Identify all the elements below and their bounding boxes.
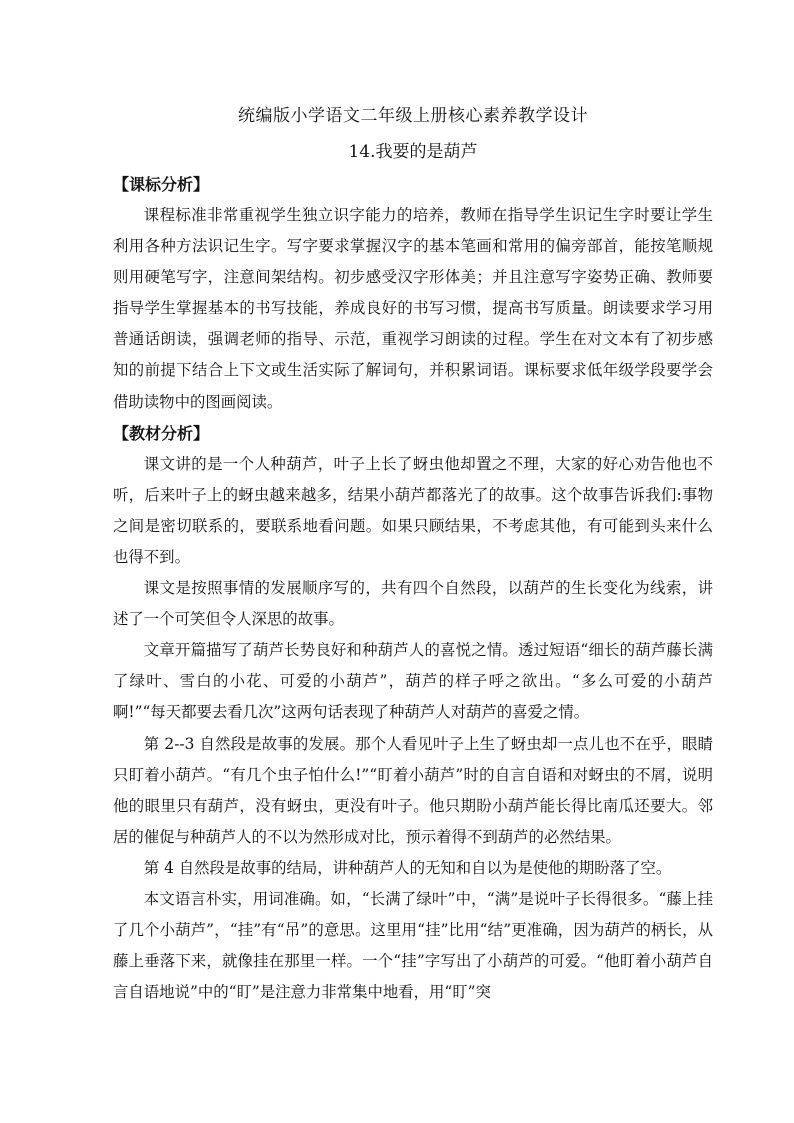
paragraph: 课程标准非常重视学生独立识字能力的培养，教师在指导学生识记生字时要让学生利用各种方法识记生字。写字要求掌握汉字的基本笔画和常用的偏旁部首，能按笔顺规则用硬笔写字，注意间架结构。初步感受汉字形体美；并且注意写字姿势正确、教师要指导学生掌握基本的书写技能，养成良好的书写习惯，提高书写质量。朗读要求学习用普通话朗读，强调老师的指导、示范，重视学习朗读的过程。学生在对文本有了初步感知的前提下结合上下文或生活实际了解词句，并积累词语。课标要求低年级学段要学会借助读物中的图画阅读。 [113,206,713,411]
section-heading: 【教材分析】 [113,423,210,443]
section-textbook-analysis [113,418,713,1009]
paragraph: 文章开篇描写了葫芦长势良好和种葫芦人的喜悦之情。透过短语“细长的葫芦藤长满了绿叶、雪白的小花、可爱的小葫芦”，葫芦的样子呼之欲出。“多么可爱的小葫芦啊!”“每天都要去看几次”这两句话表现了种葫芦人对葫芦的喜爱之情。 [113,641,713,722]
document-content [113,103,713,1008]
paragraph: 第 2--3 自然段是故事的发展。那个人看见叶子上生了蚜虫却一点儿也不在乎，眼睛只盯着小葫芦。“有几个虫子怕什么!”“盯着小葫芦”时的自言自语和对蚜虫的不屑，说明他的眼里只有葫芦，没有蚜虫，更没有叶子。他只期盼小葫芦能长得比南瓜还要大。邻居的催促与种葫芦人的不以为然形成对比，预示着得不到葫芦的必然结果。 [113,734,713,846]
section-heading: 【课标分析】 [113,175,210,194]
document-title: 统编版小学语文二年级上册核心素养教学设计 [238,106,588,126]
paragraph: 课文讲的是一个人种葫芦，叶子上长了蚜虫他却置之不理，大家的好心劝告他也不听，后来叶子上的蚜虫越来越多，结果小葫芦都落光了的故事。这个故事告诉我们:事物之间是密切联系的，要联系地看问题。如果只顾结果，不考虑其他，有可能到头来什么也得不到。 [113,454,713,566]
section-curriculum-analysis [113,169,713,418]
lesson-title: 14.我要的是葫芦 [348,142,478,162]
paragraph: 本文语言朴实，用词准确。如，“长满了绿叶”中，“满”是说叶子长得很多。“藤上挂了几个小葫芦”，“挂”有“吊”的意思。这里用“挂”比用“结”更准确，因为葫芦的柄长，从藤上垂落下来，就像挂在那里一样。一个“挂”字写出了小葫芦的可爱。“他盯着小葫芦自言自语地说”中的“盯”是注意力非常集中地看，用“盯”突 [113,889,713,1002]
paragraph: 课文是按照事情的发展顺序写的，共有四个自然段，以葫芦的生长变化为线索，讲述了一个可笑但令人深思的故事。 [113,579,713,629]
paragraph: 第 4 自然段是故事的结局，讲种葫芦人的无知和自以为是使他的期盼落了空。 [143,858,672,877]
